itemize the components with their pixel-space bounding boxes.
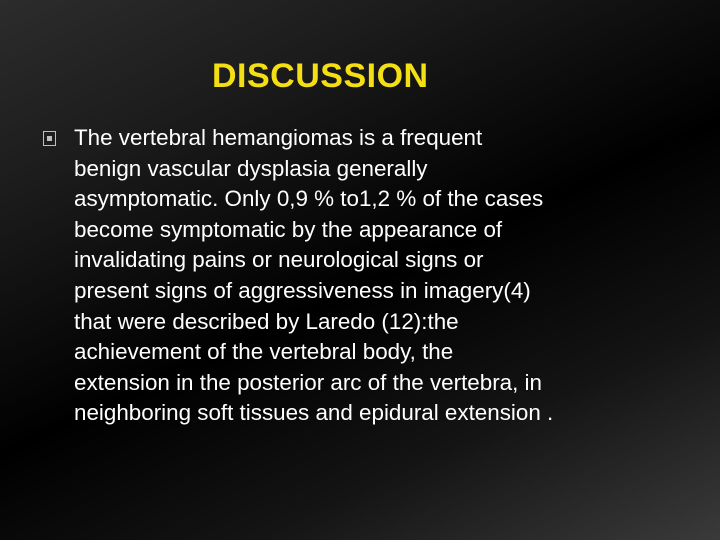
body-line: present signs of aggressiveness in imagery(4) <box>74 277 531 303</box>
bullet-text <box>74 123 674 429</box>
body-line: asymptomatic. Only 0,9 % to1,2 % of the cases <box>74 186 544 212</box>
body-line: that were described by Laredo (12):the <box>74 308 459 334</box>
slide-title: DISCUSSION <box>212 57 429 95</box>
bullet-box-icon <box>43 131 56 146</box>
body-line: achievement of the vertebral body, the <box>74 339 454 365</box>
body-line: extension in the posterior arc of the vertebra, in <box>74 369 542 395</box>
body-line: The vertebral hemangiomas is a frequent <box>74 125 483 150</box>
body-line: invalidating pains or neurological signs or <box>74 247 484 273</box>
body-line: neighboring soft tissues and epidural extension . <box>74 400 554 426</box>
body-line: become symptomatic by the appearance of <box>74 216 503 242</box>
bullet-item <box>74 123 674 429</box>
body-line: benign vascular dysplasia generally <box>74 155 428 181</box>
